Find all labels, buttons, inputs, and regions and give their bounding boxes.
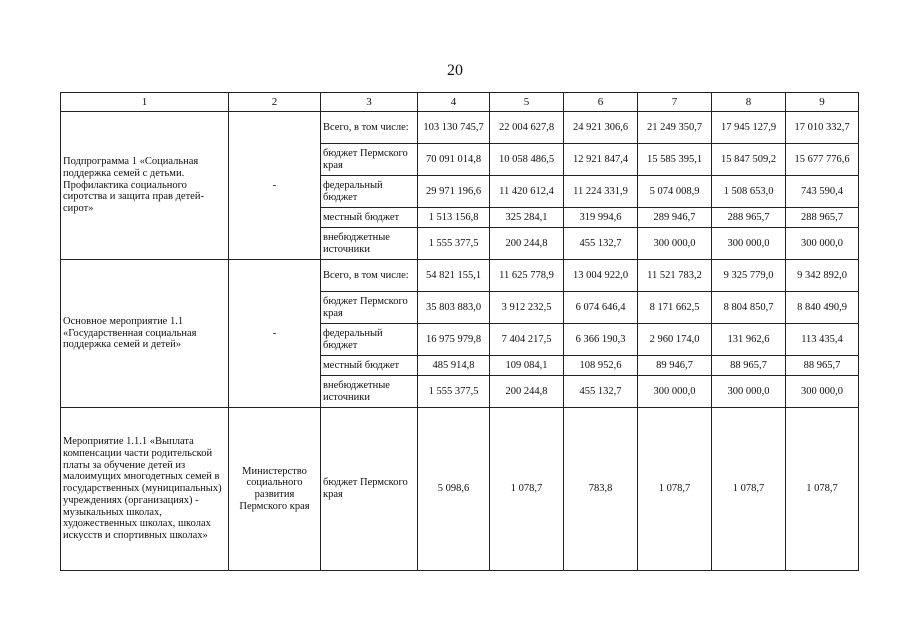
amount-cell: 10 058 486,5 [490, 144, 564, 176]
header-row [61, 93, 859, 112]
amount-cell: 8 840 490,9 [786, 292, 859, 324]
amount-cell: 108 952,6 [564, 356, 638, 376]
amount-cell: 1 078,7 [712, 408, 786, 571]
funding-source: бюджет Пермского края [321, 408, 418, 571]
executor: - [229, 260, 321, 408]
table-row [61, 260, 859, 292]
amount-cell: 1 513 156,8 [418, 208, 490, 228]
amount-cell: 12 921 847,4 [564, 144, 638, 176]
amount-cell: 35 803 883,0 [418, 292, 490, 324]
amount-cell: 300 000,0 [638, 376, 712, 408]
amount-cell: 9 325 779,0 [712, 260, 786, 292]
funding-source: федеральный бюджет [321, 324, 418, 356]
amount-cell: 131 962,6 [712, 324, 786, 356]
funding-source: федеральный бюджет [321, 176, 418, 208]
amount-cell: 11 625 778,9 [490, 260, 564, 292]
amount-cell: 5 098,6 [418, 408, 490, 571]
funding-source: Всего, в том числе: [321, 112, 418, 144]
amount-cell: 13 004 922,0 [564, 260, 638, 292]
amount-cell: 300 000,0 [786, 376, 859, 408]
program-name: Подпрограмма 1 «Социальная поддержка семей с детьми. Профилактика социального сиротства и защита прав детей-сирот» [61, 112, 229, 260]
amount-cell: 15 677 776,6 [786, 144, 859, 176]
column-header: 6 [564, 93, 638, 112]
amount-cell: 289 946,7 [638, 208, 712, 228]
amount-cell: 88 965,7 [712, 356, 786, 376]
amount-cell: 1 555 377,5 [418, 228, 490, 260]
funding-source: внебюджетные источники [321, 376, 418, 408]
amount-cell: 54 821 155,1 [418, 260, 490, 292]
amount-cell: 17 010 332,7 [786, 112, 859, 144]
amount-cell: 11 420 612,4 [490, 176, 564, 208]
column-header: 8 [712, 93, 786, 112]
column-header: 9 [786, 93, 859, 112]
funding-source: Всего, в том числе: [321, 260, 418, 292]
amount-cell: 288 965,7 [712, 208, 786, 228]
column-header: 7 [638, 93, 712, 112]
amount-cell: 1 555 377,5 [418, 376, 490, 408]
amount-cell: 300 000,0 [712, 376, 786, 408]
amount-cell: 22 004 627,8 [490, 112, 564, 144]
amount-cell: 113 435,4 [786, 324, 859, 356]
amount-cell: 200 244,8 [490, 228, 564, 260]
amount-cell: 11 521 783,2 [638, 260, 712, 292]
amount-cell: 6 074 646,4 [564, 292, 638, 324]
amount-cell: 300 000,0 [712, 228, 786, 260]
amount-cell: 8 804 850,7 [712, 292, 786, 324]
amount-cell: 29 971 196,6 [418, 176, 490, 208]
amount-cell: 24 921 306,6 [564, 112, 638, 144]
amount-cell: 11 224 331,9 [564, 176, 638, 208]
column-header: 3 [321, 93, 418, 112]
column-header: 4 [418, 93, 490, 112]
amount-cell: 485 914,8 [418, 356, 490, 376]
column-header: 1 [61, 93, 229, 112]
amount-cell: 5 074 008,9 [638, 176, 712, 208]
amount-cell: 455 132,7 [564, 376, 638, 408]
table-row [61, 408, 859, 571]
amount-cell: 17 945 127,9 [712, 112, 786, 144]
amount-cell: 15 585 395,1 [638, 144, 712, 176]
amount-cell: 325 284,1 [490, 208, 564, 228]
executor: Министерство социального развития Пермского края [229, 408, 321, 571]
amount-cell: 7 404 217,5 [490, 324, 564, 356]
amount-cell: 200 244,8 [490, 376, 564, 408]
funding-source: бюджет Пермского края [321, 144, 418, 176]
amount-cell: 9 342 892,0 [786, 260, 859, 292]
amount-cell: 1 078,7 [638, 408, 712, 571]
table-row [61, 112, 859, 144]
amount-cell: 70 091 014,8 [418, 144, 490, 176]
executor: - [229, 112, 321, 260]
amount-cell: 455 132,7 [564, 228, 638, 260]
amount-cell: 300 000,0 [638, 228, 712, 260]
amount-cell: 8 171 662,5 [638, 292, 712, 324]
amount-cell: 743 590,4 [786, 176, 859, 208]
amount-cell: 1 508 653,0 [712, 176, 786, 208]
funding-source: бюджет Пермского края [321, 292, 418, 324]
amount-cell: 1 078,7 [786, 408, 859, 571]
amount-cell: 783,8 [564, 408, 638, 571]
amount-cell: 288 965,7 [786, 208, 859, 228]
program-name: Основное мероприятие 1.1 «Государственная социальная поддержка семей и детей» [61, 260, 229, 408]
amount-cell: 15 847 509,2 [712, 144, 786, 176]
funding-source: местный бюджет [321, 356, 418, 376]
amount-cell: 319 994,6 [564, 208, 638, 228]
amount-cell: 6 366 190,3 [564, 324, 638, 356]
funding-source: местный бюджет [321, 208, 418, 228]
amount-cell: 1 078,7 [490, 408, 564, 571]
amount-cell: 21 249 350,7 [638, 112, 712, 144]
budget-table [60, 92, 859, 571]
amount-cell: 103 130 745,7 [418, 112, 490, 144]
column-header: 2 [229, 93, 321, 112]
amount-cell: 88 965,7 [786, 356, 859, 376]
column-header: 5 [490, 93, 564, 112]
program-name: Мероприятие 1.1.1 «Выплата компенсации части родительской платы за обучение детей из малоимущих многодетных семей в государственных (муниципальных) учреждениях (организациях) - музыкальных школах, художественных школах, школах искусств и спортивных школах» [61, 408, 229, 571]
page-number: 20 [447, 62, 463, 79]
amount-cell: 300 000,0 [786, 228, 859, 260]
amount-cell: 16 975 979,8 [418, 324, 490, 356]
funding-source: внебюджетные источники [321, 228, 418, 260]
amount-cell: 3 912 232,5 [490, 292, 564, 324]
amount-cell: 89 946,7 [638, 356, 712, 376]
amount-cell: 2 960 174,0 [638, 324, 712, 356]
amount-cell: 109 084,1 [490, 356, 564, 376]
